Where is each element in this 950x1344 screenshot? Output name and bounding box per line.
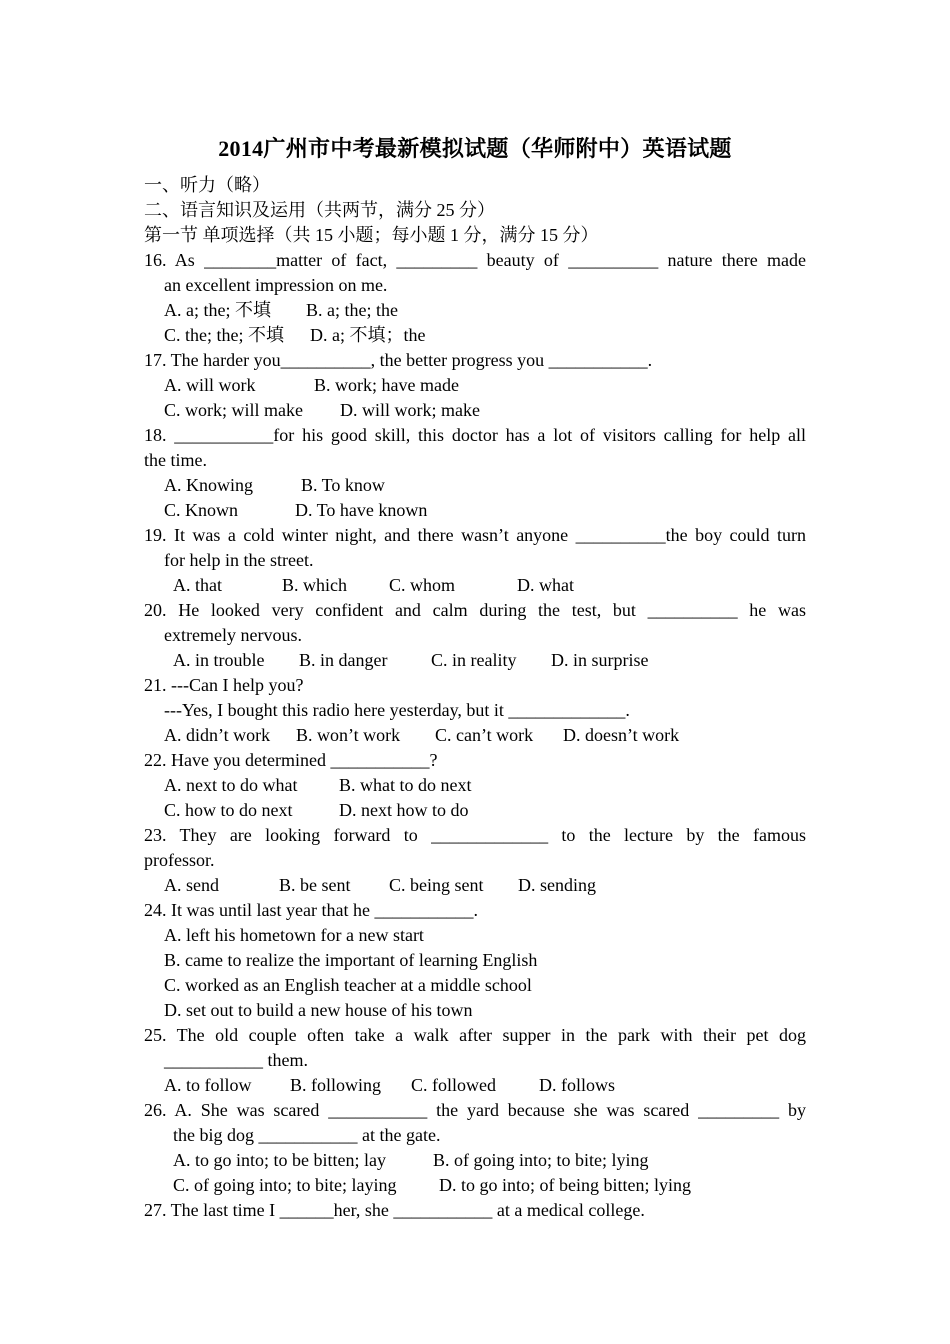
option-a: A. next to do what: [164, 775, 298, 795]
question-23-options: [144, 873, 806, 898]
option-b: B. won’t work: [296, 725, 401, 745]
question-24-option-b: B. came to realize the important of learning English: [164, 950, 538, 970]
option-b: B. which: [282, 575, 347, 595]
question-17-stem: 17. The harder you__________, the better progress you ___________.: [144, 350, 653, 370]
option-c: C. Known: [164, 500, 239, 520]
option-a: A. will work: [164, 375, 256, 395]
option-a: A. to go into; to be bitten; lay: [173, 1150, 386, 1170]
option-d: D. to go into; of being bitten; lying: [439, 1175, 691, 1195]
question-19-options: [144, 573, 806, 598]
option-d: D. sending: [518, 875, 596, 895]
question-19-stem-cont: for help in the street.: [164, 550, 314, 570]
option-b: B. a; the; the: [306, 300, 398, 320]
question-26-stem-cont: the big dog ___________ at the gate.: [173, 1125, 441, 1145]
option-a: A. a; the; 不填: [164, 300, 271, 320]
question-16-options-row2: [144, 323, 806, 348]
option-b: B. of going into; to bite; lying: [433, 1150, 649, 1170]
option-c: C. how to do next: [164, 800, 293, 820]
option-c: C. being sent: [389, 875, 484, 895]
option-a: A. in trouble: [173, 650, 265, 670]
option-d: D. next how to do: [339, 800, 469, 820]
section-language: 二、语言知识及运用（共两节，满分 25 分）: [144, 200, 495, 220]
exam-content: [144, 173, 806, 1223]
question-18-stem: 18. ___________for his good skill, this doctor has a lot of visitors calling for help all: [144, 425, 806, 445]
question-25-options: [144, 1073, 806, 1098]
question-21-stem-cont: ---Yes, I bought this radio here yesterday, but it _____________.: [164, 700, 630, 720]
option-a: A. didn’t work: [164, 725, 271, 745]
question-20-options: [144, 648, 806, 673]
question-16-options-row1: [144, 298, 806, 323]
question-19-stem: 19. It was a cold winter night, and there wasn’t anyone __________the boy could turn: [144, 525, 806, 545]
question-26-stem: 26. A. She was scared ___________ the yard because she was scared _________ by: [144, 1100, 806, 1120]
option-c: C. of going into; to bite; laying: [173, 1175, 397, 1195]
question-24-option-c: C. worked as an English teacher at a middle school: [164, 975, 532, 995]
option-d: D. a; 不填；the: [310, 325, 426, 345]
question-26-options-row1: [144, 1148, 806, 1173]
question-16-stem-cont: an excellent impression on me.: [164, 275, 388, 295]
option-b: B. To know: [301, 475, 385, 495]
option-c: C. work; will make: [164, 400, 303, 420]
option-b: B. in danger: [299, 650, 388, 670]
option-c: C. whom: [389, 575, 456, 595]
question-26-options-row2: [144, 1173, 806, 1198]
question-24-option-d: D. set out to build a new house of his town: [164, 1000, 473, 1020]
option-c: C. can’t work: [435, 725, 534, 745]
question-20-stem: 20. He looked very confident and calm during the test, but __________ he was: [144, 600, 806, 620]
question-21-options: [144, 723, 806, 748]
option-d: D. what: [517, 575, 574, 595]
question-24-option-a: A. left his hometown for a new start: [164, 925, 424, 945]
question-22-options-row2: [144, 798, 806, 823]
option-d: D. in surprise: [551, 650, 649, 670]
option-d: D. To have known: [295, 500, 428, 520]
question-18-stem-cont: the time.: [144, 450, 207, 470]
question-24-stem: 24. It was until last year that he ___________.: [144, 900, 478, 920]
section-listening: 一、听力（略）: [144, 175, 270, 195]
option-b: B. be sent: [279, 875, 351, 895]
page-title: 2014广州市中考最新模拟试题（华师附中）英语试题: [218, 136, 732, 161]
option-d: D. doesn’t work: [563, 725, 680, 745]
option-d: D. follows: [539, 1075, 615, 1095]
option-d: D. will work; make: [340, 400, 480, 420]
option-a: A. send: [164, 875, 219, 895]
question-17-options-row1: [144, 373, 806, 398]
option-c: C. in reality: [431, 650, 517, 670]
option-b: B. following: [290, 1075, 382, 1095]
question-23-stem-cont: professor.: [144, 850, 215, 870]
question-16-stem: 16. As ________matter of fact, _________ beauty of __________ nature there made: [144, 250, 806, 270]
question-21-stem: 21. ---Can I help you?: [144, 675, 304, 695]
question-17-options-row2: [144, 398, 806, 423]
option-b: B. what to do next: [339, 775, 472, 795]
question-18-options-row2: [144, 498, 806, 523]
option-c: C. the; the; 不填: [164, 325, 284, 345]
question-25-stem-cont: ___________ them.: [164, 1050, 308, 1070]
section-single-choice: 第一节 单项选择（共 15 小题；每小题 1 分，满分 15 分）: [144, 225, 599, 245]
option-a: A. Knowing: [164, 475, 253, 495]
question-22-stem: 22. Have you determined ___________?: [144, 750, 438, 770]
option-a: A. that: [173, 575, 222, 595]
option-a: A. to follow: [164, 1075, 252, 1095]
option-b: B. work; have made: [314, 375, 459, 395]
question-18-options-row1: [144, 473, 806, 498]
question-27-stem: 27. The last time I ______her, she ___________ at a medical college.: [144, 1200, 645, 1220]
option-c: C. followed: [411, 1075, 496, 1095]
question-22-options-row1: [144, 773, 806, 798]
question-25-stem: 25. The old couple often take a walk after supper in the park with their pet dog: [144, 1025, 806, 1045]
question-20-stem-cont: extremely nervous.: [164, 625, 302, 645]
question-23-stem: 23. They are looking forward to _____________ to the lecture by the famous: [144, 825, 806, 845]
